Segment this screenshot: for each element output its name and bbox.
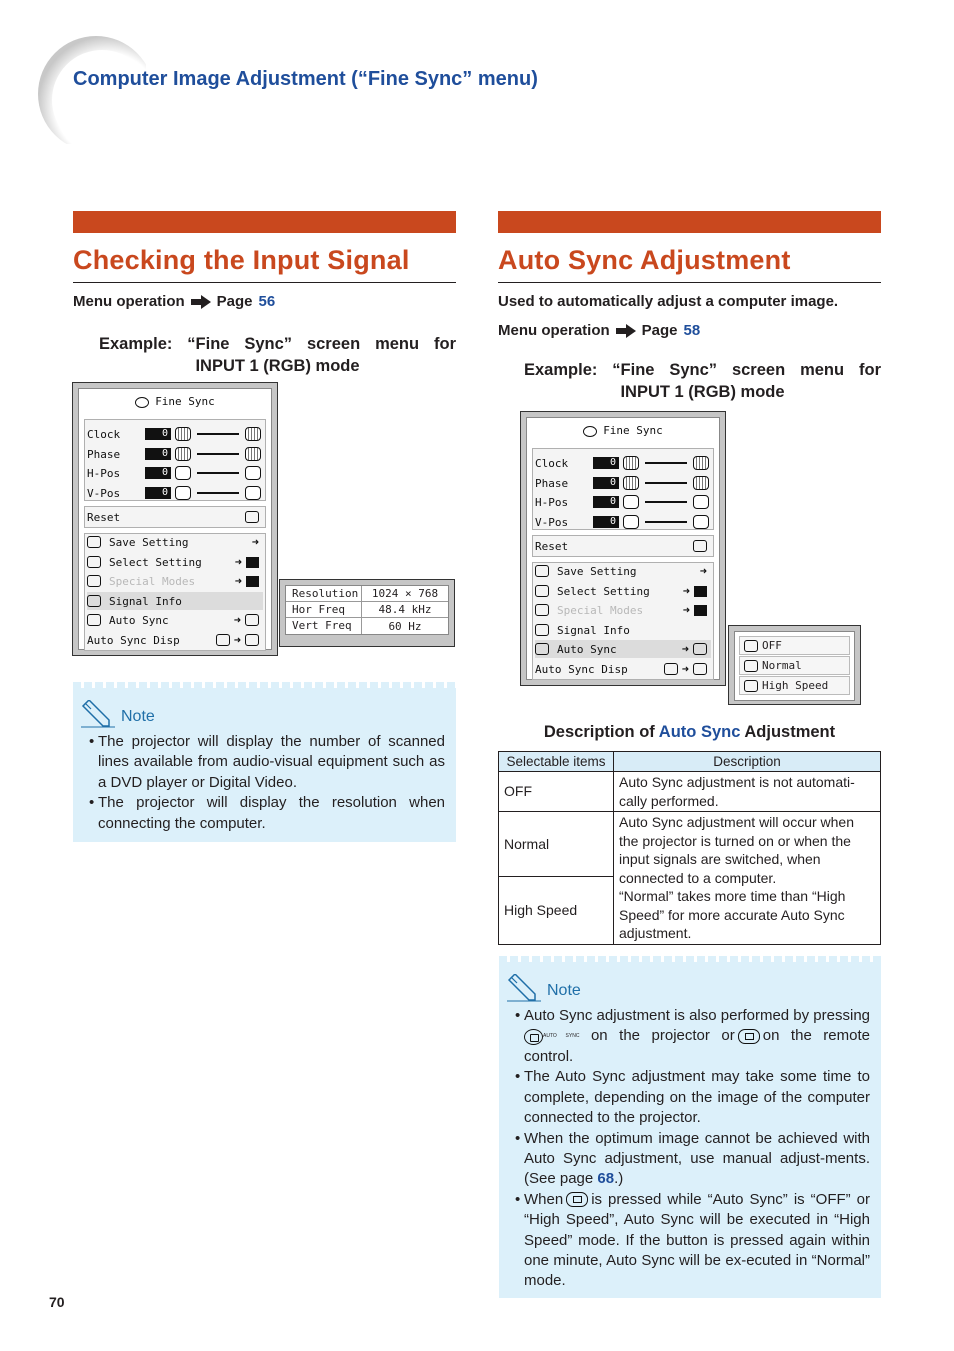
section-title-auto-sync: Auto Sync Adjustment xyxy=(498,245,881,283)
info-row-vert-freq: Vert Freq 60 Hz xyxy=(286,618,448,634)
osd-row-hpos[interactable]: H-Pos 0 xyxy=(535,493,711,511)
osd-row-save-setting[interactable]: Save Setting ➜ xyxy=(87,533,263,551)
osd-row-save-setting[interactable]: Save Setting ➜ xyxy=(535,562,711,580)
osd-title: Fine Sync xyxy=(79,395,271,408)
osd-row-auto-sync-disp[interactable]: Auto Sync Disp ➜ xyxy=(535,660,711,678)
osd-row-clock[interactable]: Clock 0 xyxy=(87,425,263,443)
osd-row-clock[interactable]: Clock 0 xyxy=(535,454,711,472)
table-header: Description xyxy=(614,752,881,772)
page-number: 70 xyxy=(49,1294,65,1310)
osd-row-select-setting[interactable]: Select Setting ➜ xyxy=(535,582,711,600)
page-link-56[interactable]: 56 xyxy=(258,293,276,310)
table-cell-shared-desc: Auto Sync adjustment will occur when the projector is turned on or when the input signals are switched, when connected to a computer. “Normal” takes more time than “High Speed” for more accurate Auto Sync adjustment. xyxy=(614,812,881,945)
menu-operation-ref xyxy=(498,322,881,339)
info-row-hor-freq: Hor Freq 48.4 kHz xyxy=(286,602,448,618)
page-label: Page xyxy=(216,293,253,310)
osd-row-signal-info[interactable]: Signal Info xyxy=(535,621,711,639)
remote-auto-sync-icon xyxy=(738,1029,760,1044)
auto-sync-description-table xyxy=(498,751,881,945)
note-item: • The projector will display the resolution when connecting the computer. xyxy=(89,793,445,834)
osd-row-auto-sync-disp[interactable]: Auto Sync Disp ➜ xyxy=(87,631,263,649)
remote-auto-sync-icon xyxy=(566,1192,588,1207)
example-caption: Example: “Fine Sync” screen menu for INPUT 1 (RGB) mode xyxy=(524,361,881,401)
auto-sync-options-window xyxy=(728,625,861,705)
note-item: • The projector will display the number of scanned lines available from audio-visual equipment such as a DVD player or Digital Video. xyxy=(89,732,445,793)
page-link-58[interactable]: 58 xyxy=(683,322,701,339)
table-row: Normal Auto Sync adjustment will occur when the projector is turned on or when the input signals are switched, when connected to a computer. “Normal” takes more time than “High Speed” for more accurate Auto Sync adjustment. xyxy=(499,812,881,877)
fine-sync-icon xyxy=(583,426,597,437)
osd-row-auto-sync[interactable]: Auto Sync ➜ xyxy=(87,611,263,629)
osd-row-vpos[interactable]: V-Pos 0 xyxy=(535,513,711,531)
note-box-right xyxy=(499,956,881,1298)
note-label: Note xyxy=(547,982,581,999)
option-off[interactable]: OFF xyxy=(739,636,850,655)
table-row: OFF Auto Sync adjustment is not automati-cally performed. xyxy=(499,772,881,812)
note-item: • The Auto Sync adjustment may take some time to complete, depending on the image of the computer connected to the projector. xyxy=(515,1067,870,1128)
pencil-icon xyxy=(81,700,117,728)
info-row-resolution: Resolution 1024 × 768 xyxy=(286,586,448,602)
osd-row-auto-sync[interactable]: Auto Sync ➜ xyxy=(535,640,711,658)
osd-row-special-modes: Special Modes ➜ xyxy=(87,572,263,590)
osd-row-reset[interactable]: Reset xyxy=(87,508,263,526)
option-high-speed[interactable]: High Speed xyxy=(739,676,850,695)
fine-sync-icon xyxy=(135,397,149,408)
right-arrow-icon xyxy=(191,295,211,309)
section-bar xyxy=(73,211,456,233)
osd-row-select-setting[interactable]: Select Setting ➜ xyxy=(87,553,263,571)
osd-row-special-modes: Special Modes ➜ xyxy=(535,601,711,619)
osd-row-vpos[interactable]: V-Pos 0 xyxy=(87,484,263,502)
left-column xyxy=(73,211,456,377)
note-label: Note xyxy=(121,708,155,725)
signal-info-window xyxy=(279,579,455,647)
pencil-icon xyxy=(507,974,543,1002)
osd-row-phase[interactable]: Phase 0 xyxy=(87,445,263,463)
option-normal[interactable]: Normal xyxy=(739,656,850,675)
right-column xyxy=(498,211,881,403)
fine-sync-menu-screen-right xyxy=(520,411,726,686)
section-lead: Used to automatically adjust a computer image. xyxy=(498,293,839,310)
section-bar xyxy=(498,211,881,233)
description-title: Description of Auto Sync Adjustment xyxy=(543,723,836,741)
osd-row-reset[interactable]: Reset xyxy=(535,537,711,555)
table-row: High Speed xyxy=(499,877,881,944)
fine-sync-menu-screen xyxy=(72,382,278,656)
osd-title: Fine Sync xyxy=(527,424,719,437)
auto-sync-button-icon xyxy=(524,1029,543,1045)
menu-operation-ref xyxy=(73,293,456,310)
example-caption: Example: “Fine Sync” screen menu for INPUT 1 (RGB) mode xyxy=(99,335,456,375)
section-title-input-signal: Checking the Input Signal xyxy=(73,245,456,283)
note-item: • Auto Sync adjustment is also performed by pressing AUTO SYNC on the projector or on the remote control. xyxy=(515,1006,870,1067)
page-label: Page xyxy=(641,322,678,339)
table-header: Selectable items xyxy=(499,752,614,772)
note-item: • When the optimum image cannot be achieved with Auto Sync adjustment, use manual adjust-ments. (See page 68.) xyxy=(515,1129,870,1190)
right-arrow-icon xyxy=(616,324,636,338)
note-item: • When is pressed while “Auto Sync” is “OFF” or “High Speed”, Auto Sync will be executed in “High Speed” mode. If the button is pressed again within one minute, Auto Sync will be ex-ecuted in “Normal” mode. xyxy=(515,1190,870,1292)
chapter-title: Computer Image Adjustment (“Fine Sync” menu) xyxy=(73,68,538,90)
osd-row-hpos[interactable]: H-Pos 0 xyxy=(87,464,263,482)
note-box-left xyxy=(73,682,456,842)
menu-operation-label: Menu operation xyxy=(73,293,185,310)
page-link-68[interactable]: 68 xyxy=(597,1170,615,1188)
menu-operation-label: Menu operation xyxy=(498,322,610,339)
osd-row-signal-info[interactable]: Signal Info xyxy=(87,592,263,610)
osd-row-phase[interactable]: Phase 0 xyxy=(535,474,711,492)
